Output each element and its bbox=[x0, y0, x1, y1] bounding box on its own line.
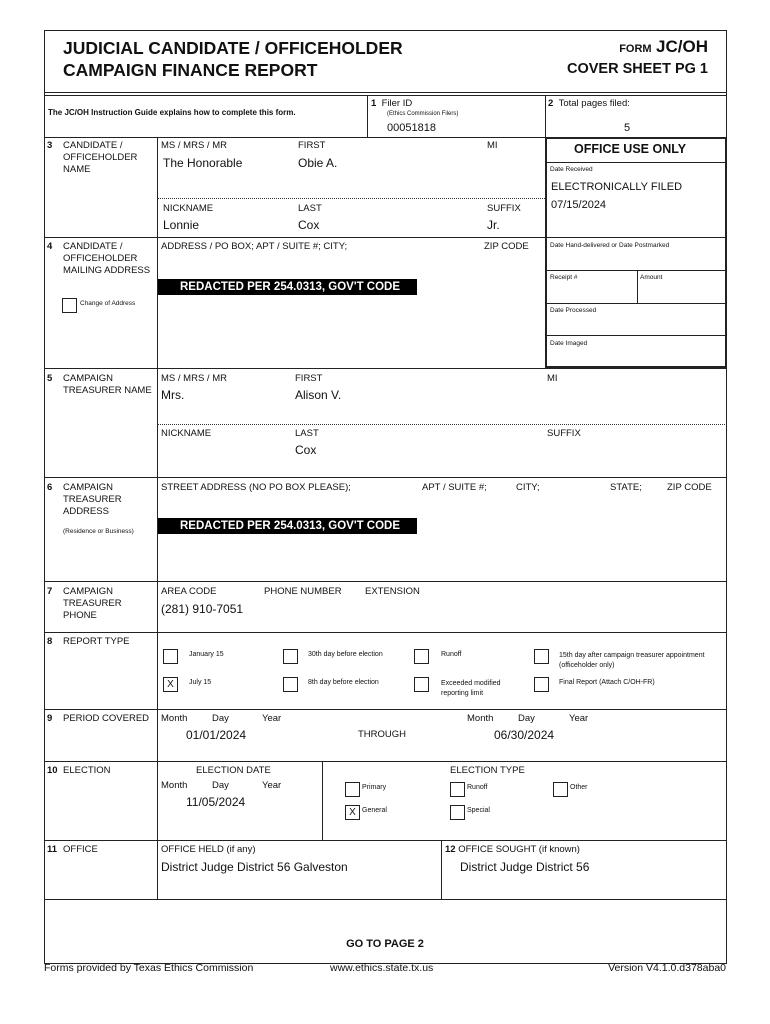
report-type-option-label: Final Report (Attach C/OH-FR) bbox=[559, 679, 655, 686]
report-type-checkbox-final-report[interactable] bbox=[534, 677, 549, 692]
treasurer-first-value: Alison V. bbox=[295, 388, 342, 402]
period-to-day-label: Day bbox=[518, 713, 535, 724]
candidate-mi-label: MI bbox=[487, 140, 498, 151]
election-date-value: 11/05/2024 bbox=[186, 795, 246, 809]
divider bbox=[44, 581, 727, 582]
section-8-num: 8 bbox=[47, 636, 53, 647]
election-type-option-label: Runoff bbox=[467, 784, 488, 791]
section-4-num: 4 bbox=[47, 241, 53, 252]
election-type-checkbox-other[interactable] bbox=[553, 782, 568, 797]
form-word: FORM bbox=[619, 43, 652, 55]
treasurer-name-label: CAMPAIGN TREASURER NAME bbox=[63, 373, 152, 396]
election-type-checkbox-general[interactable]: X bbox=[345, 805, 360, 820]
election-type-option-label: Special bbox=[467, 807, 490, 814]
change-of-address-label: Change of Address bbox=[80, 300, 136, 307]
dotted-divider bbox=[157, 198, 545, 199]
filing-date: 07/15/2024 bbox=[551, 199, 607, 211]
election-month-label: Month bbox=[161, 780, 188, 791]
divider bbox=[44, 632, 727, 633]
candidate-nickname-value: Lonnie bbox=[163, 218, 200, 232]
city-label: CITY; bbox=[516, 482, 540, 493]
candidate-suffix-value: Jr. bbox=[487, 218, 500, 232]
divider bbox=[547, 162, 725, 163]
total-pages-label: 2 Total pages filed: bbox=[548, 98, 630, 109]
section-5-num: 5 bbox=[47, 373, 53, 384]
divider bbox=[547, 270, 725, 271]
cover-sheet-label: COVER SHEET PG 1 bbox=[566, 61, 708, 77]
candidate-prefix-label: MS / MRS / MR bbox=[161, 140, 227, 151]
mailing-redacted-bar: REDACTED PER 254.0313, GOV'T CODE bbox=[158, 279, 417, 295]
election-type-checkbox-primary[interactable] bbox=[345, 782, 360, 797]
mailing-zip-label: ZIP CODE bbox=[484, 241, 529, 252]
apt-suite-label: APT / SUITE #; bbox=[422, 482, 487, 493]
treasurer-nickname-label: NICKNAME bbox=[161, 428, 212, 439]
filer-id-sublabel: (Ethics Commission Filers) bbox=[387, 111, 459, 117]
treasurer-prefix-value: Mrs. bbox=[161, 388, 185, 402]
office-use-title: OFFICE USE ONLY bbox=[574, 142, 687, 156]
section-6-num: 6 bbox=[47, 482, 53, 493]
mailing-address-field-label: ADDRESS / PO BOX; APT / SUITE #; CITY; bbox=[161, 241, 348, 252]
footer-website: www.ethics.state.tx.us bbox=[330, 962, 434, 974]
period-to-date: 06/30/2024 bbox=[494, 728, 555, 742]
treasurer-phone-label: CAMPAIGN TREASURER PHONE bbox=[63, 586, 122, 621]
candidate-first-value: Obie A. bbox=[298, 156, 338, 170]
report-type-option-label: Runoff bbox=[441, 651, 462, 658]
report-type-option-label: July 15 bbox=[189, 679, 212, 686]
report-type-option-label: 8th day before election bbox=[308, 679, 379, 686]
zip-code-label: ZIP CODE bbox=[667, 482, 712, 493]
report-type-option-label: Exceeded modified reporting limit bbox=[441, 680, 501, 697]
period-covered-label: PERIOD COVERED bbox=[63, 713, 150, 724]
divider bbox=[637, 270, 638, 303]
divider bbox=[322, 761, 323, 840]
election-year-label: Year bbox=[262, 780, 282, 791]
divider bbox=[44, 237, 546, 238]
report-type-checkbox-15th-day[interactable] bbox=[534, 649, 549, 664]
date-processed-label: Date Processed bbox=[550, 307, 597, 314]
section-11-num: 11 bbox=[47, 844, 58, 855]
report-type-option-label: 15th day after campaign treasurer appointment (officeholder only) bbox=[559, 652, 705, 669]
report-type-label: REPORT TYPE bbox=[63, 636, 130, 647]
report-type-checkbox-january-15[interactable] bbox=[163, 649, 178, 664]
candidate-last-value: Cox bbox=[298, 218, 320, 232]
period-to-month-label: Month bbox=[467, 713, 494, 724]
amount-label: Amount bbox=[640, 274, 663, 281]
report-type-option-label: January 15 bbox=[189, 651, 224, 658]
divider bbox=[441, 840, 442, 899]
treasurer-address-sublabel: (Residence or Business) bbox=[63, 528, 134, 535]
filer-id-value: 00051818 bbox=[387, 122, 436, 134]
header-divider-2 bbox=[44, 95, 727, 96]
report-type-checkbox-exceeded-limit[interactable] bbox=[414, 677, 429, 692]
period-from-month-label: Month bbox=[161, 713, 188, 724]
area-code-label: AREA CODE bbox=[161, 586, 217, 597]
election-type-checkbox-runoff[interactable] bbox=[450, 782, 465, 797]
footer-version: Version V4.1.0.d378aba0 bbox=[608, 962, 726, 974]
office-held-label: OFFICE HELD (if any) bbox=[161, 844, 256, 855]
header-divider bbox=[44, 92, 727, 93]
form-title-line1: JUDICIAL CANDIDATE / OFFICEHOLDER bbox=[63, 38, 403, 58]
election-label: ELECTION bbox=[63, 765, 111, 776]
candidate-nickname-label: NICKNAME bbox=[163, 203, 214, 214]
divider bbox=[547, 303, 725, 304]
candidate-name-label: CANDIDATE / OFFICEHOLDER NAME bbox=[63, 140, 138, 175]
receipt-label: Receipt # bbox=[550, 274, 578, 281]
office-label: OFFICE bbox=[63, 844, 98, 855]
through-label: THROUGH bbox=[358, 729, 407, 740]
candidate-suffix-label: SUFFIX bbox=[487, 203, 521, 214]
divider bbox=[44, 840, 727, 841]
filer-id-label: 1 Filer ID bbox=[371, 98, 413, 109]
divider bbox=[367, 95, 368, 137]
mailing-address-label: CANDIDATE / OFFICEHOLDER MAILING ADDRESS bbox=[63, 241, 151, 276]
form-code-value: JC/OH bbox=[656, 37, 708, 56]
period-from-day-label: Day bbox=[212, 713, 229, 724]
election-date-label: ELECTION DATE bbox=[196, 765, 271, 776]
divider bbox=[44, 709, 727, 710]
report-type-checkbox-8th-day[interactable] bbox=[283, 677, 298, 692]
period-from-year-label: Year bbox=[262, 713, 282, 724]
election-type-option-label: Other bbox=[570, 784, 588, 791]
section-3-num: 3 bbox=[47, 140, 53, 151]
report-type-checkbox-runoff[interactable] bbox=[414, 649, 429, 664]
treasurer-last-value: Cox bbox=[295, 443, 317, 457]
footer-provider: Forms provided by Texas Ethics Commission bbox=[44, 962, 254, 974]
report-type-checkbox-30th-day[interactable] bbox=[283, 649, 298, 664]
treasurer-last-label: LAST bbox=[295, 428, 319, 439]
office-sought-label: 12 OFFICE SOUGHT (if known) bbox=[445, 844, 580, 855]
change-of-address-checkbox[interactable] bbox=[62, 298, 77, 313]
treasurer-suffix-label: SUFFIX bbox=[547, 428, 581, 439]
treasurer-first-label: FIRST bbox=[295, 373, 323, 384]
divider bbox=[547, 335, 725, 336]
treasurer-mi-label: MI bbox=[547, 373, 558, 384]
divider bbox=[547, 237, 725, 238]
office-held-value: District Judge District 56 Galveston bbox=[161, 860, 348, 874]
section-9-num: 9 bbox=[47, 713, 53, 724]
period-to-year-label: Year bbox=[569, 713, 589, 724]
dotted-divider bbox=[157, 424, 727, 425]
election-day-label: Day bbox=[212, 780, 229, 791]
office-sought-value: District Judge District 56 bbox=[460, 860, 590, 874]
instructions-text: The JC/OH Instruction Guide explains how to complete this form. bbox=[48, 108, 296, 117]
treasurer-address-label: CAMPAIGN TREASURER ADDRESS bbox=[63, 482, 122, 517]
report-type-checkbox-july-15[interactable]: X bbox=[163, 677, 178, 692]
divider bbox=[44, 899, 727, 900]
date-received-label: Date Received bbox=[550, 166, 593, 173]
divider bbox=[44, 761, 727, 762]
report-type-option-label: 30th day before election bbox=[308, 651, 383, 658]
divider bbox=[44, 368, 727, 369]
section-10-num: 10 bbox=[47, 765, 58, 776]
section-7-num: 7 bbox=[47, 586, 53, 597]
divider bbox=[44, 477, 727, 478]
period-from-date: 01/01/2024 bbox=[186, 728, 247, 742]
form-title-line2: CAMPAIGN FINANCE REPORT bbox=[63, 60, 318, 80]
candidate-prefix-value: The Honorable bbox=[163, 156, 243, 170]
phone-number-label: PHONE NUMBER bbox=[264, 586, 342, 597]
street-address-label: STREET ADDRESS (NO PO BOX PLEASE); bbox=[161, 482, 351, 493]
filing-status: ELECTRONICALLY FILED bbox=[551, 181, 683, 193]
form-code bbox=[619, 37, 708, 57]
extension-label: EXTENSION bbox=[365, 586, 420, 597]
treasurer-redacted-bar: REDACTED PER 254.0313, GOV'T CODE bbox=[158, 518, 417, 534]
hand-delivered-label: Date Hand-delivered or Date Postmarked bbox=[550, 242, 670, 249]
date-imaged-label: Date Imaged bbox=[550, 340, 588, 347]
treasurer-prefix-label: MS / MRS / MR bbox=[161, 373, 227, 384]
election-type-checkbox-special[interactable] bbox=[450, 805, 465, 820]
election-type-option-label: Primary bbox=[362, 784, 387, 791]
election-type-option-label: General bbox=[362, 807, 387, 814]
candidate-first-label: FIRST bbox=[298, 140, 326, 151]
total-pages-value: 5 bbox=[624, 122, 631, 134]
candidate-last-label: LAST bbox=[298, 203, 322, 214]
divider bbox=[545, 95, 546, 137]
state-label: STATE; bbox=[610, 482, 642, 493]
election-type-label: ELECTION TYPE bbox=[450, 765, 525, 776]
treasurer-phone-value: (281) 910-7051 bbox=[161, 602, 244, 616]
go-to-page-2: GO TO PAGE 2 bbox=[346, 938, 424, 950]
